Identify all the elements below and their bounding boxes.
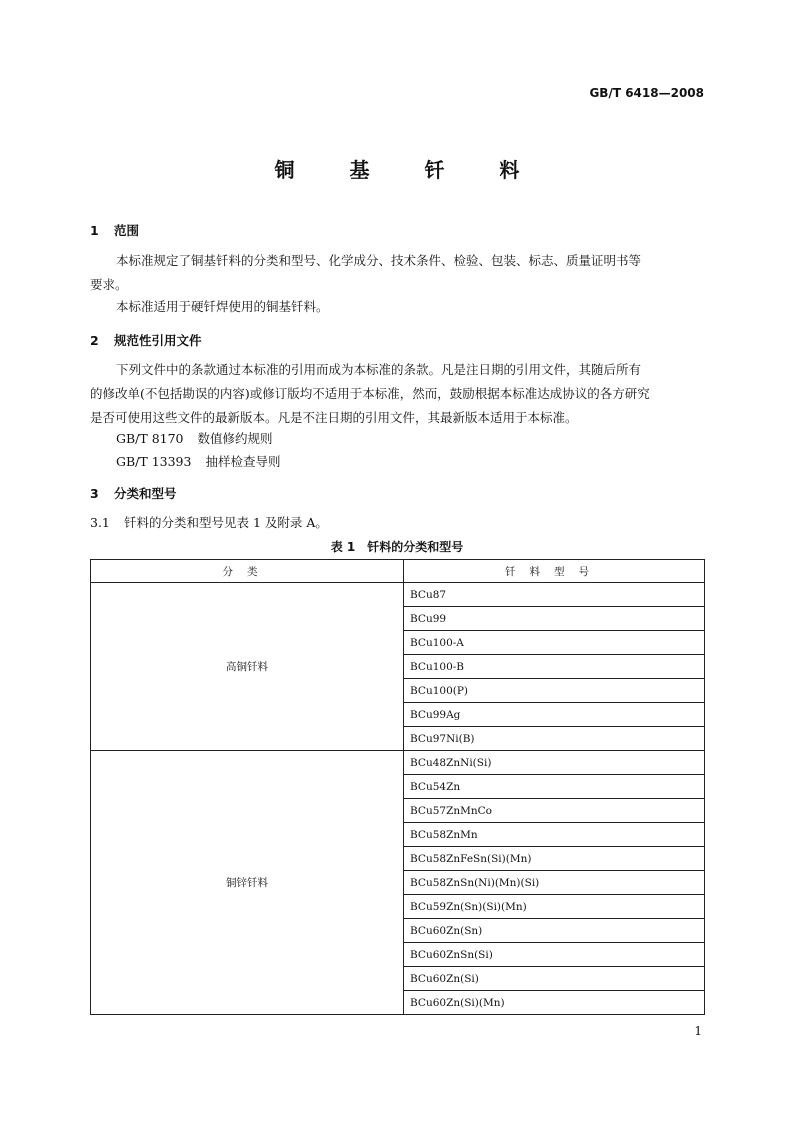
standard-number: GB/T 6418—2008	[589, 86, 704, 100]
model-cell: BCu99	[404, 607, 705, 631]
page-number: 1	[694, 1024, 702, 1038]
header-category: 分类	[91, 560, 404, 583]
clause-3-1	[90, 513, 328, 531]
category-cell: 高铜钎料	[91, 583, 404, 751]
section-title: 范围	[114, 223, 140, 238]
text-line: 下列文件中的条款通过本标准的引用而成为本标准的条款。凡是注日期的引用文件，其随后所有	[116, 362, 642, 377]
model-cell: BCu60Zn(Sn)	[404, 919, 705, 943]
table-caption: 表 1 钎料的分类和型号	[330, 540, 464, 554]
model-cell: BCu58ZnMn	[404, 823, 705, 847]
section-2-heading	[90, 331, 202, 349]
header-model: 钎料型号	[404, 560, 705, 583]
model-cell: BCu58ZnSn(Ni)(Mn)(Si)	[404, 871, 705, 895]
model-cell: BCu100-A	[404, 631, 705, 655]
model-cell: BCu87	[404, 583, 705, 607]
clause-text: 钎料的分类和型号见表 1 及附录 A。	[124, 515, 328, 530]
model-cell: BCu57ZnMnCo	[404, 799, 705, 823]
section-2-paragraph	[90, 358, 704, 430]
classification-table	[90, 559, 705, 1015]
model-cell: BCu48ZnNi(Si)	[404, 751, 705, 775]
section-number: 2	[90, 333, 99, 348]
table-row	[91, 583, 705, 607]
model-cell: BCu97Ni(B)	[404, 727, 705, 751]
model-cell: BCu54Zn	[404, 775, 705, 799]
model-cell: BCu58ZnFeSn(Si)(Mn)	[404, 847, 705, 871]
model-cell: BCu60Zn(Si)(Mn)	[404, 991, 705, 1015]
table-row	[91, 751, 705, 775]
section-1-paragraph-1	[90, 249, 704, 297]
section-number: 1	[90, 223, 99, 238]
text-line: 本标准规定了铜基钎料的分类和型号、化学成分、技术条件、检验、包装、标志、质量证明书等	[116, 253, 642, 268]
document-title: 铜 基 钎 料	[274, 158, 544, 182]
section-title: 分类和型号	[114, 486, 177, 501]
section-title: 规范性引用文件	[114, 333, 202, 348]
clause-number: 3.1	[90, 515, 110, 530]
reference-title: 数值修约规则	[197, 431, 273, 446]
text-line: 的修改单(不包括勘误的内容)或修订版均不适用于本标准，然而，鼓励根据本标准达成协议的各方研究	[90, 386, 650, 401]
table-header-row	[91, 560, 705, 583]
model-cell: BCu60ZnSn(Si)	[404, 943, 705, 967]
reference-title: 抽样检查导则	[205, 454, 281, 469]
reference-item	[116, 429, 273, 447]
reference-code: GB/T 8170	[116, 431, 184, 446]
model-cell: BCu100(P)	[404, 679, 705, 703]
section-1-heading	[90, 221, 139, 239]
text-line: 是否可使用这些文件的最新版本。凡是不注日期的引用文件，其最新版本适用于本标准。	[90, 410, 578, 425]
section-3-heading	[90, 484, 177, 502]
reference-item	[116, 452, 280, 470]
section-number: 3	[90, 486, 99, 501]
model-cell: BCu99Ag	[404, 703, 705, 727]
model-cell: BCu59Zn(Sn)(Si)(Mn)	[404, 895, 705, 919]
model-cell: BCu100-B	[404, 655, 705, 679]
category-cell: 铜锌钎料	[91, 751, 404, 1015]
section-1-paragraph-2: 本标准适用于硬钎焊使用的铜基钎料。	[116, 299, 329, 314]
reference-code: GB/T 13393	[116, 454, 192, 469]
model-cell: BCu60Zn(Si)	[404, 967, 705, 991]
text-line: 要求。	[90, 277, 128, 292]
